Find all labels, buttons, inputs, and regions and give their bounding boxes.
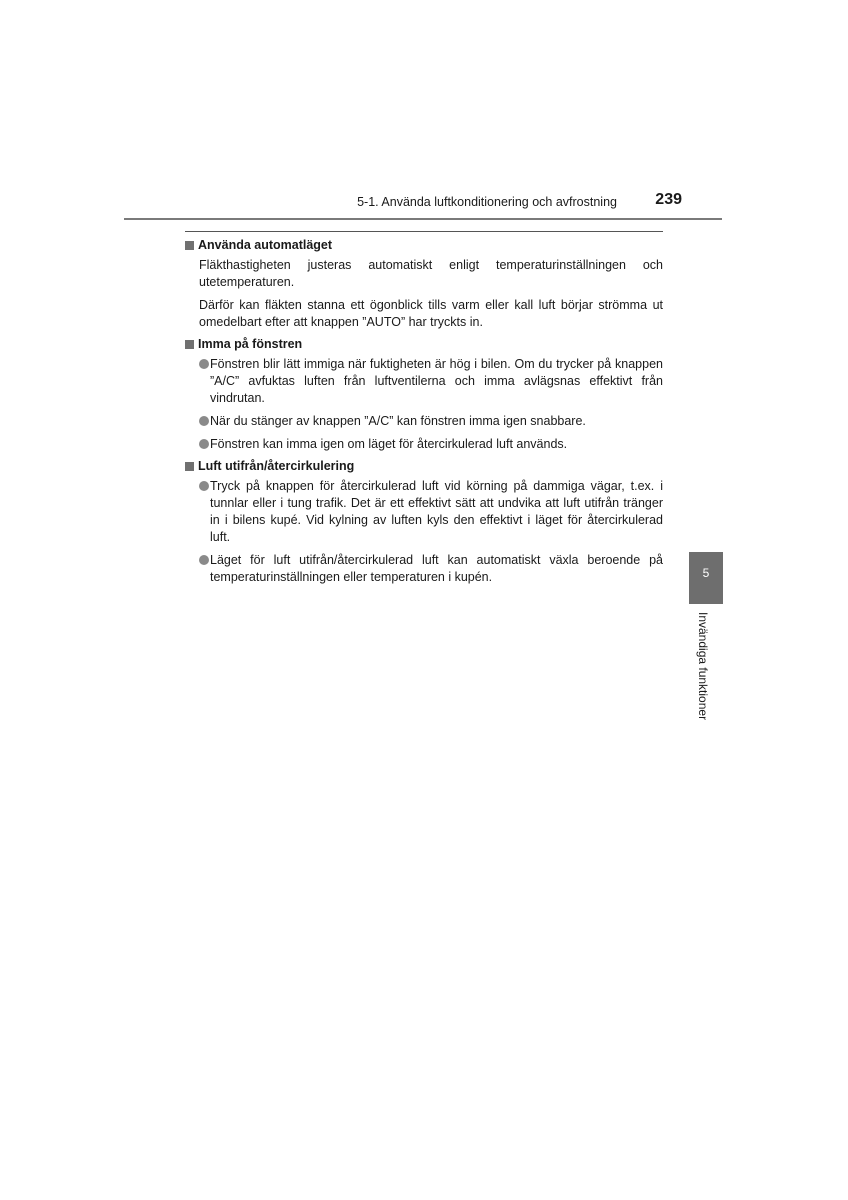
chapter-tab: [689, 552, 723, 604]
circle-bullet-icon: [199, 555, 209, 565]
section-heading-recirculation: [185, 458, 663, 475]
bullet-text: Fönstren blir lätt immiga när fuktigheten är hög i bilen. Om du trycker på knappen ”A/C” avfuktas luften från luftventilerna och imma avlägsnas effektivt från vindrutan.: [210, 357, 663, 405]
paragraph: Därför kan fläkten stanna ett ögonblick tills varm eller kall luft börjar strömma ut omedelbart efter att knappen ”AUTO” har tryckts in.: [199, 298, 663, 329]
bullet-item: [210, 356, 663, 407]
bullet-item: [210, 552, 663, 586]
main-content: [185, 231, 663, 586]
circle-bullet-icon: [199, 359, 209, 369]
chapter-label: Invändiga funktioner: [696, 612, 710, 721]
circle-bullet-icon: [199, 439, 209, 449]
circle-bullet-icon: [199, 481, 209, 491]
bullet-text: Fönstren kan imma igen om läget för återcirkulerad luft används.: [210, 437, 568, 451]
bullet-item: [210, 413, 663, 430]
square-bullet-icon: [185, 241, 194, 250]
bullet-text: Läget för luft utifrån/återcirkulerad luft kan automatiskt växla beroende på temperaturinställningen eller temperaturen i kupén.: [210, 553, 663, 584]
bullet-text: Tryck på knappen för återcirkulerad luft vid körning på dammiga vägar, t.ex. i tunnlar eller i tung trafik. Det är ett effektivt sätt att undvika att luft utifrån tränger in i bilens kupé. Vid kylning av luften kyls den effektivt i läget för återcirkulerad luft.: [210, 479, 663, 544]
section-heading-auto-mode: [185, 237, 663, 254]
bullet-item: [210, 478, 663, 546]
section-heading-window-fog: [185, 336, 663, 353]
page-number: 239: [655, 191, 682, 208]
square-bullet-icon: [185, 340, 194, 349]
heading-text: Använda automatläget: [198, 238, 333, 252]
section-title: 5-1. Använda luftkonditionering och avfrostning: [357, 195, 617, 209]
heading-text: Luft utifrån/återcirkulering: [198, 459, 355, 473]
chapter-number: 5: [702, 566, 710, 580]
page-header: [124, 188, 722, 220]
paragraph: Fläkthastigheten justeras automatiskt enligt temperaturinställningen och utetemperaturen.: [199, 258, 663, 289]
circle-bullet-icon: [199, 416, 209, 426]
heading-text: Imma på fönstren: [198, 337, 303, 351]
bullet-text: När du stänger av knappen ”A/C” kan fönstren imma igen snabbare.: [210, 414, 586, 428]
square-bullet-icon: [185, 462, 194, 471]
bullet-item: [210, 436, 663, 453]
